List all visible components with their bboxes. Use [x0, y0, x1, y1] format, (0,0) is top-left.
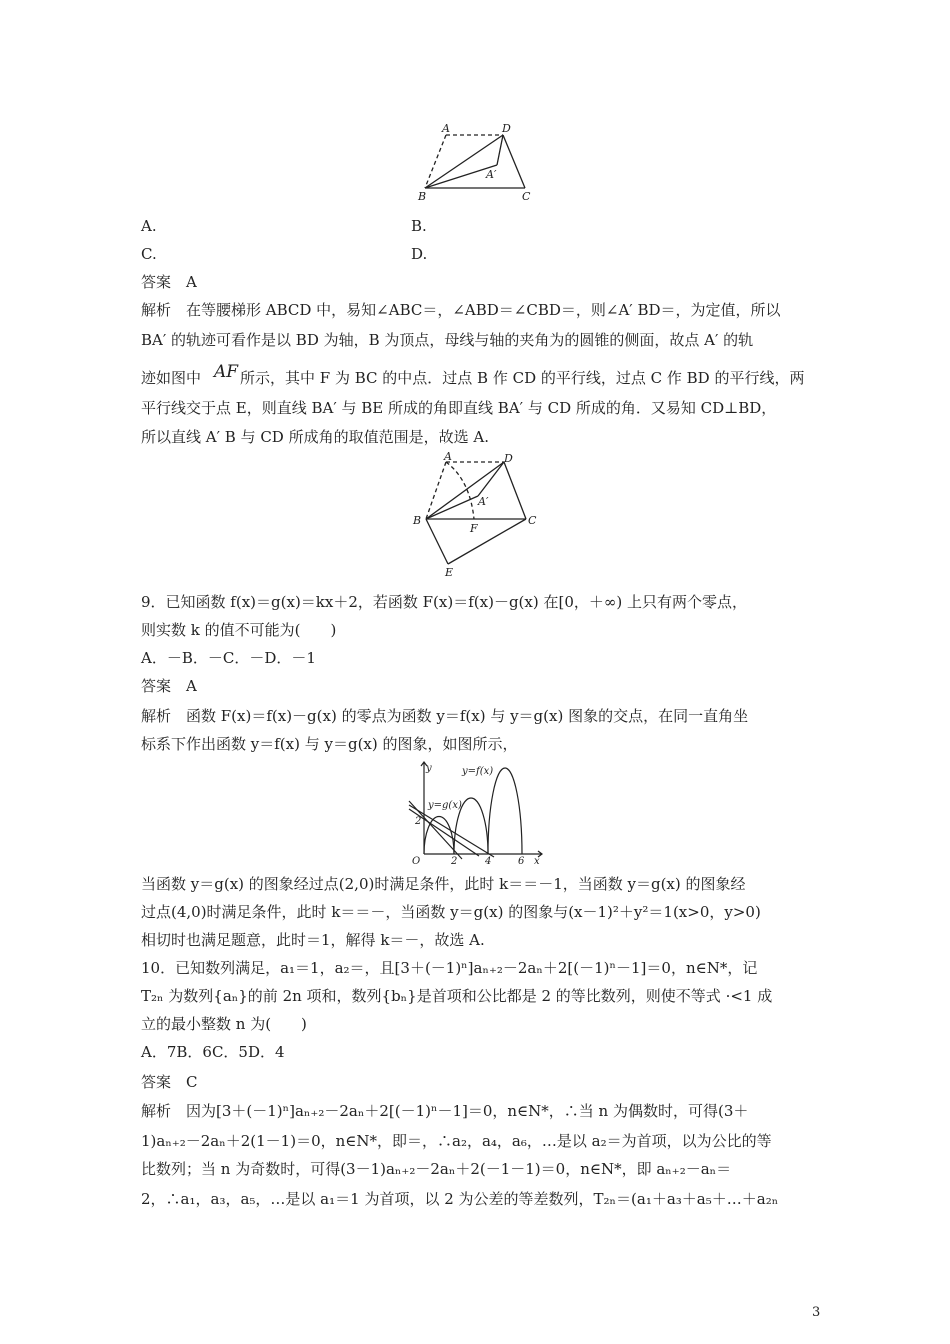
fig2-label-d: D: [504, 452, 513, 465]
q9-solution-line: 过点(4,0)时满足条件，此时 k＝＝－，当函数 y＝g(x) 的图象与(x－1)²＋y²＝1(x>0，y>0): [141, 903, 761, 921]
origin-label: O: [412, 856, 421, 866]
q9-text: 则实数 k 的值不可能为( ): [141, 621, 337, 639]
q9-solution-line: 解析 函数 F(x)＝f(x)－g(x) 的零点为函数 y＝f(x) 与 y＝g(x) 图象的交点，在同一直角坐: [141, 707, 749, 725]
option-c: C.: [141, 245, 157, 263]
q8-solution-line: BA′ 的轨迹可看作是以 BD 为轴，B 为顶点，母线与轴的夹角为的圆锥的侧面，故点 A′ 的轨: [141, 331, 754, 349]
fx-label: y=f(x): [462, 766, 494, 777]
x-tick-6: 6: [518, 856, 525, 866]
fig1-label-c: C: [522, 190, 531, 203]
q9-answer: 答案 A: [141, 677, 197, 695]
q9-options: A．－B．－C．－D．－1: [141, 649, 316, 667]
fig1-label-d: D: [502, 122, 511, 135]
q9-solution-line: 当函数 y＝g(x) 的图象经过点(2,0)时满足条件，此时 k＝＝－1，当函数 y＝g(x) 的图象经: [141, 875, 746, 893]
x-axis-label: x: [534, 856, 540, 866]
q10-answer: 答案 C: [141, 1073, 198, 1091]
q8-solution-line: 平行线交于点 E，则直线 BA′ 与 BE 所成的角即直线 BA′ 与 CD 所成的角．又易知 CD⊥BD，: [141, 399, 777, 417]
fig2-label-aprime: A′: [478, 495, 489, 508]
gx-label: y=g(x): [428, 800, 462, 811]
q8-solution-line: 迹如图中: [141, 369, 202, 387]
q10-text: 10．已知数列满足，a₁＝1，a₂＝，且[3＋(－1)ⁿ]aₙ₊₂－2aₙ＋2[(－1)ⁿ－1]＝0，n∈N*，记: [141, 959, 758, 977]
option-d: D.: [411, 245, 428, 263]
trapezoid-figure: [410, 122, 540, 204]
fig2-label-f: F: [470, 522, 478, 535]
x-tick-4: 4: [485, 856, 492, 866]
q9-solution-line: 相切时也满足题意，此时＝1，解得 k＝－，故选 A.: [141, 931, 485, 949]
y-axis-label: y: [426, 763, 432, 774]
q8-answer: 答案 A: [141, 273, 197, 291]
fig2-label-e: E: [445, 566, 454, 579]
q10-text: 立的最小整数 n 为( ): [141, 1015, 307, 1033]
x-tick-2: 2: [451, 856, 458, 866]
q8-solution-line: 所示，其中 F 为 BC 的中点．过点 B 作 CD 的平行线，过点 C 作 BD 的平行线，两: [240, 369, 805, 387]
fig2-label-c: C: [528, 514, 537, 527]
q9-text: 9．已知函数 f(x)＝g(x)＝kx＋2，若函数 F(x)＝f(x)－g(x) 在[0，＋∞) 上只有两个零点，: [141, 593, 747, 611]
option-b: B.: [411, 217, 427, 235]
page-number: 3: [812, 1305, 821, 1320]
construction-figure: [408, 452, 548, 580]
q8-solution-line: 所以直线 A′ B 与 CD 所成角的取值范围是，故选 A.: [141, 428, 489, 446]
arc-af-label: AF: [214, 362, 239, 382]
q9-solution-line: 标系下作出函数 y＝f(x) 与 y＝g(x) 的图象，如图所示，: [141, 735, 518, 753]
q10-text: T₂ₙ 为数列{aₙ}的前 2n 项和，数列{bₙ}是首项和公比都是 2 的等比数列，则使不等式 ·<1 成: [141, 987, 773, 1005]
function-graph: [404, 758, 549, 866]
fig1-label-b: B: [418, 190, 427, 203]
q10-solution-line: 2，∴a₁，a₃，a₅，…是以 a₁＝1 为首项，以 2 为公差的等差数列，T₂ₙ＝(a₁＋a₃＋a₅＋…＋a₂ₙ: [141, 1190, 779, 1208]
y-intercept-label: 2: [415, 816, 422, 827]
option-a: A.: [141, 217, 157, 235]
q8-solution-line: 解析 在等腰梯形 ABCD 中，易知∠ABC＝，∠ABD＝∠CBD＝，则∠A′ BD＝，为定值，所以: [141, 301, 781, 319]
q10-solution-line: 1)aₙ₊₂－2aₙ＋2(1－1)＝0，n∈N*，即＝，∴a₂，a₄，a₆，…是以 a₂＝为首项，以为公比的等: [141, 1132, 772, 1150]
q10-solution-line: 比数列；当 n 为奇数时，可得(3－1)aₙ₊₂－2aₙ＋2(－1－1)＝0，n∈N*，即 aₙ₊₂－aₙ＝: [141, 1160, 732, 1178]
q10-options: A．7B．6C．5D．4: [141, 1043, 285, 1061]
q10-solution-line: 解析 因为[3＋(－1)ⁿ]aₙ₊₂－2aₙ＋2[(－1)ⁿ－1]＝0，n∈N*，∴当 n 为偶数时，可得(3＋: [141, 1102, 749, 1120]
fig2-label-b: B: [413, 514, 422, 527]
fig1-label-aprime: A′: [486, 168, 497, 181]
fig1-label-a: A: [442, 122, 450, 135]
fig2-label-a: A: [444, 452, 452, 463]
